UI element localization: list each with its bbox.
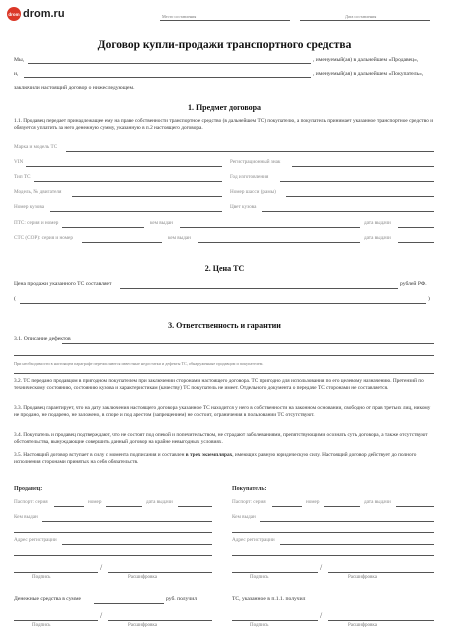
body-color-line[interactable] xyxy=(262,211,434,212)
footer-buyer-signature-line[interactable] xyxy=(232,620,318,621)
clause-3-2: 3.2. ТС передано продавцом в пригодном покупателем при заключении сторонами настоящего договора. ТС пригодно для использования по его целевому назначению. Претензий по техническому состоянию, состоянию кузова и характеристикам (качеству) ТС покупатель не имеет. Отдельного документа о передаче ТС сторонами не составляется. xyxy=(14,378,424,391)
clause-3-5-c: , имеющих равную юридическую силу. Настоящий договор действует до полного исполнения сторонами принятых на себя обязательств. xyxy=(14,452,417,465)
footer-buyer-slash: / xyxy=(320,611,323,620)
section3-heading: 3. Ответственность и гарантии xyxy=(168,321,281,330)
concluded-text: заключили настоящий договор о нижеследующем. xyxy=(14,85,135,91)
pts-issued-by-label: кем выдан xyxy=(150,220,173,226)
chassis-line[interactable] xyxy=(286,196,434,197)
seller-signature-line[interactable] xyxy=(14,572,98,573)
vehicle-type-line[interactable] xyxy=(34,181,222,182)
sts-issued-by-line[interactable] xyxy=(198,242,360,243)
seller-passport-number-line[interactable] xyxy=(106,506,142,507)
seller-passport-label: Паспорт: серия xyxy=(14,499,48,505)
seller-address-line-2[interactable] xyxy=(14,555,212,556)
section1-heading: 1. Предмет договора xyxy=(187,103,262,112)
seller-name-line[interactable] xyxy=(28,63,311,64)
defects-line-2[interactable] xyxy=(14,355,434,356)
pts-issue-date-label: дата выдачи xyxy=(364,220,391,226)
money-rub-received: руб. получил xyxy=(166,596,197,602)
buyer-passport-series-line[interactable] xyxy=(272,506,302,507)
seller-issue-date-label: дата выдачи xyxy=(146,499,173,505)
sts-issue-date-label: дата выдачи xyxy=(364,235,391,241)
footer-buyer-transcript-label: Расшифровка xyxy=(348,623,377,628)
field-chassis: Номер шасси (рамы) xyxy=(230,189,276,195)
buyer-address-label: Адрес регистрации xyxy=(232,537,275,543)
brand-logo[interactable] xyxy=(7,7,65,21)
seller-transcript-label: Расшифровка xyxy=(128,575,157,580)
buyer-suffix: , именуемый(ая) в дальнейшем «Покупатель», xyxy=(313,71,424,77)
field-vehicle-type: Тип ТС xyxy=(14,174,31,180)
body-number-line[interactable] xyxy=(50,211,222,212)
sts-issue-date-line[interactable] xyxy=(398,242,434,243)
defects-line-1[interactable] xyxy=(62,343,434,344)
seller-address-label: Адрес регистрации xyxy=(14,537,57,543)
date-line[interactable] xyxy=(300,20,430,21)
seller-issue-date-line[interactable] xyxy=(178,506,212,507)
buyer-passport-label: Паспорт: серия xyxy=(232,499,266,505)
contract-title: Договор купли-продажи транспортного средства xyxy=(97,39,352,51)
field-sts: СТС (СОР): серия и номер xyxy=(14,235,73,241)
defects-label: 3.1. Описание дефектов xyxy=(14,336,71,342)
footer-seller-signature-label: Подпись xyxy=(32,623,51,628)
buyer-issued-by-line[interactable] xyxy=(260,521,434,522)
clause-3-4: 3.4. Покупатель и продавец подтверждают, что не состоят под опекой и попечительством, не страдают заболеваниями, препятствующими осознать суть договора, а также отсутствуют обстоятельства, вынуждающие совершить данный договор на крайне невыгодных условиях. xyxy=(14,432,428,445)
buyer-issue-date-line[interactable] xyxy=(396,506,434,507)
field-body-color: Цвет кузова xyxy=(230,204,257,210)
defects-hint: При необходимости в настоящем параграфе перечисляются известные недостатки и дефекты ТС, обнаруженные продавцом и покупателем. xyxy=(14,361,264,366)
buyer-transcript-line[interactable] xyxy=(328,572,434,573)
defects-line-3[interactable] xyxy=(14,373,434,374)
field-engine: Модель, № двигателя xyxy=(14,189,62,195)
footer-buyer-transcript-line[interactable] xyxy=(328,620,434,621)
buyer-address-line-2[interactable] xyxy=(232,555,434,556)
drom-logo-icon: drom xyxy=(7,7,21,21)
buyer-name-line[interactable] xyxy=(24,77,311,78)
price-label: Цена продажи указанного ТС составляет xyxy=(14,281,112,287)
buyer-issue-date-label: дата выдачи xyxy=(364,499,391,505)
clause-3-5 xyxy=(14,452,434,466)
buyer-signature-line[interactable] xyxy=(232,572,318,573)
seller-passport-series-line[interactable] xyxy=(54,506,84,507)
section1-text: 1.1. Продавец передает принадлежащее ему на праве собственности транспортное средство (в дальнейшем ТС) покупателю, а покупатель принимает указанное транспортное средство и обязуется уплатить за него денежную сумму, указанную в п.2 настоящего договора. xyxy=(14,118,434,131)
sts-issued-by-label: кем выдан xyxy=(168,235,191,241)
buyer-issued-by-line-2[interactable] xyxy=(232,532,434,533)
make-model-line[interactable] xyxy=(66,151,434,152)
footer-seller-slash: / xyxy=(100,611,103,620)
price-open-paren: ( xyxy=(14,296,16,302)
clause-3-5-a: 3.5. Настоящий договор вступает в силу с момента подписания и составлен xyxy=(14,452,185,458)
engine-line[interactable] xyxy=(72,196,222,197)
field-year: Год изготовления xyxy=(230,174,269,180)
seller-heading: Продавец: xyxy=(14,486,43,492)
footer-seller-transcript-label: Расшифровка xyxy=(128,623,157,628)
buyer-issued-by-label: Кем выдан xyxy=(232,514,256,520)
section2-heading: 2. Цена ТС xyxy=(204,264,245,273)
buyer-slash-divider: / xyxy=(320,563,323,572)
seller-address-line[interactable] xyxy=(62,544,212,545)
place-label: Место составления xyxy=(162,14,197,19)
clause-3-3: 3.3. Продавец гарантирует, что на дату заключения настоящего договора указанное ТС находится у него в собственности на законном основании, свободно от прав третьих лиц, никому не продано, не подарено, не заложено, в споре и под арестом (запрещением) не состоит, ограничения в пользовании ТС отсутствуют. xyxy=(14,405,431,418)
we-label: Мы, xyxy=(14,57,25,63)
price-currency: рублей РФ. xyxy=(400,281,427,287)
buyer-passport-number-label: номер xyxy=(306,499,320,505)
footer-seller-signature-line[interactable] xyxy=(14,620,98,621)
seller-issued-by-line[interactable] xyxy=(42,521,212,522)
brand-name: drom.ru xyxy=(23,8,65,20)
place-line[interactable] xyxy=(160,20,290,21)
ts-received-label: ТС, указанное в п.1.1. получил xyxy=(232,596,306,602)
field-vin: VIN xyxy=(14,159,24,165)
seller-issued-by-line-2[interactable] xyxy=(14,532,212,533)
field-make-model: Марка и модель ТС xyxy=(14,144,58,150)
field-reg-plate: Регистрационный знак xyxy=(230,159,281,165)
buyer-address-line[interactable] xyxy=(280,544,434,545)
and-label: и, xyxy=(14,71,19,77)
seller-slash-divider: / xyxy=(100,563,103,572)
pts-issue-date-line[interactable] xyxy=(398,227,434,228)
seller-transcript-line[interactable] xyxy=(108,572,212,573)
year-line[interactable] xyxy=(280,181,434,182)
field-body-number: Номер кузова xyxy=(14,204,45,210)
clause-3-5-b: в трех экземплярах xyxy=(185,452,233,458)
price-close-paren: ) xyxy=(428,296,430,302)
pts-number-line[interactable] xyxy=(62,227,144,228)
footer-buyer-signature-label: Подпись xyxy=(250,623,269,628)
seller-suffix: , именуемый(ая) в дальнейшем «Продавец», xyxy=(313,57,419,63)
seller-signature-label: Подпись xyxy=(32,575,51,580)
price-line[interactable] xyxy=(120,288,398,289)
footer-seller-transcript-line[interactable] xyxy=(108,620,212,621)
reg-plate-line[interactable] xyxy=(292,166,434,167)
seller-passport-number-label: номер xyxy=(88,499,102,505)
buyer-transcript-label: Расшифровка xyxy=(348,575,377,580)
buyer-heading: Покупатель: xyxy=(232,486,267,492)
price-words-line[interactable] xyxy=(20,303,426,304)
buyer-passport-number-line[interactable] xyxy=(324,506,360,507)
money-received-label: Денежные средства в сумме xyxy=(14,596,81,602)
date-label: Дата составления xyxy=(345,14,377,19)
sts-number-line[interactable] xyxy=(82,242,162,243)
pts-issued-by-line[interactable] xyxy=(180,227,360,228)
money-amount-line[interactable] xyxy=(94,603,164,604)
vin-line[interactable] xyxy=(26,166,222,167)
field-pts: ПТС: серия и номер xyxy=(14,220,59,226)
buyer-signature-label: Подпись xyxy=(250,575,269,580)
seller-issued-by-label: Кем выдан xyxy=(14,514,38,520)
